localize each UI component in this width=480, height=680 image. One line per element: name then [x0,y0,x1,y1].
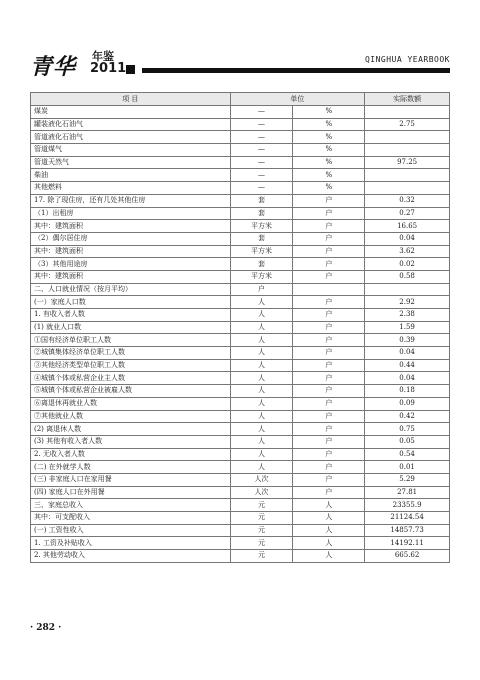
item-cell: 其中：建筑面积 [31,245,231,258]
unit-cell: 人 [230,309,293,322]
per-cell: 户 [293,207,365,220]
header-rule [142,68,450,73]
table-row [31,435,450,448]
unit-cell: 人 [230,410,293,423]
table-row [31,524,450,537]
unit-cell: 套 [230,258,293,271]
unit-cell: 元 [230,512,293,525]
table-row [31,296,450,309]
amount-cell: 0.09 [365,397,450,410]
per-cell: % [293,144,365,157]
table-row [31,372,450,385]
unit-cell: 人 [230,448,293,461]
amount-cell: 0.02 [365,258,450,271]
item-cell: (一）家庭人口数 [31,296,231,309]
item-cell: 其中：可支配收入 [31,512,231,525]
table-row [31,461,450,474]
table-row [31,220,450,233]
per-cell: 户 [293,397,365,410]
item-cell: 其中：建筑面积 [31,270,231,283]
table-row [31,397,450,410]
amount-cell: 2.75 [365,118,450,131]
amount-cell: 0.04 [365,232,450,245]
table-row [31,410,450,423]
amount-cell: 0.04 [365,372,450,385]
per-cell: 人 [293,537,365,550]
per-cell: 户 [293,309,365,322]
item-cell: （2）偶尔居住房 [31,232,231,245]
amount-cell: 0.75 [365,423,450,436]
unit-cell: — [230,144,293,157]
item-cell: (3) 其他有收入者人数 [31,435,231,448]
table-row [31,512,450,525]
unit-cell: 人 [230,397,293,410]
table-row [31,258,450,271]
amount-cell: 0.01 [365,461,450,474]
item-cell: 柴油 [31,169,231,182]
amount-cell: 14192.11 [365,537,450,550]
amount-cell [365,131,450,144]
item-cell: (1) 就业人口数 [31,321,231,334]
item-cell: 三、家庭总收入 [31,499,231,512]
item-cell: 17. 除了现住房，还有几处其他住房 [31,194,231,207]
table-row [31,309,450,322]
amount-cell: 1.59 [365,321,450,334]
amount-cell [365,144,450,157]
per-cell [293,283,365,296]
table-row [31,385,450,398]
table-row [31,283,450,296]
amount-cell [365,169,450,182]
per-cell: % [293,131,365,144]
per-cell: 户 [293,194,365,207]
per-cell: 户 [293,372,365,385]
item-cell: 管道天然气 [31,156,231,169]
item-cell: ③其他经济类型单位职工人数 [31,359,231,372]
amount-cell [365,182,450,195]
amount-cell: 0.42 [365,410,450,423]
item-cell: 其中：建筑面积 [31,220,231,233]
table-row [31,169,450,182]
amount-cell: 0.04 [365,347,450,360]
per-cell: 户 [293,296,365,309]
unit-cell: 人 [230,334,293,347]
item-cell: 2. 无收入者人数 [31,448,231,461]
unit-cell: 人 [230,461,293,474]
item-cell: （1）出租房 [31,207,231,220]
header-unit: 单位 [230,93,365,106]
per-cell: 人 [293,524,365,537]
table-row [31,194,450,207]
item-cell: (二) 在外就学人数 [31,461,231,474]
header-square-icon [126,65,135,74]
item-cell: (一) 工资性收入 [31,524,231,537]
table-row [31,106,450,119]
amount-cell: 2.38 [365,309,450,322]
amount-cell: 2.92 [365,296,450,309]
unit-cell: 平方米 [230,245,293,258]
per-cell: 户 [293,347,365,360]
amount-cell: 14857.73 [365,524,450,537]
table-row [31,359,450,372]
item-cell: 管道煤气 [31,144,231,157]
item-cell: ①国有经济单位职工人数 [31,334,231,347]
unit-cell: 元 [230,524,293,537]
per-cell: 户 [293,461,365,474]
unit-cell: 套 [230,207,293,220]
table-row [31,448,450,461]
item-cell: 2. 其他劳动收入 [31,550,231,563]
item-cell: ②城镇集体经济单位职工人数 [31,347,231,360]
per-cell: 户 [293,258,365,271]
statistics-table [30,92,450,563]
amount-cell: 0.18 [365,385,450,398]
item-cell: 二、人口就业情况（按月平均） [31,283,231,296]
unit-cell: 人 [230,296,293,309]
amount-cell: 0.58 [365,270,450,283]
per-cell: 人 [293,499,365,512]
amount-cell: 0.39 [365,334,450,347]
item-cell: (四) 家庭人口在外用餐 [31,486,231,499]
unit-cell: — [230,131,293,144]
table-row [31,537,450,550]
page-header [30,48,450,86]
per-cell: 户 [293,245,365,258]
unit-cell: 人 [230,423,293,436]
table-row [31,270,450,283]
unit-cell: 元 [230,499,293,512]
unit-cell: 人次 [230,486,293,499]
per-cell: 户 [293,448,365,461]
table-row [31,423,450,436]
per-cell: % [293,182,365,195]
unit-cell: 套 [230,194,293,207]
per-cell: 户 [293,359,365,372]
amount-cell [365,106,450,119]
unit-cell: 平方米 [230,220,293,233]
amount-cell: 0.05 [365,435,450,448]
per-cell: 户 [293,486,365,499]
unit-cell: 户 [230,283,293,296]
unit-cell: 人次 [230,473,293,486]
per-cell: 户 [293,385,365,398]
yearbook-logo-label: 年鉴 [92,50,114,63]
table-row [31,347,450,360]
table-row [31,182,450,195]
item-cell: （3）其他用途房 [31,258,231,271]
per-cell: 户 [293,423,365,436]
unit-cell: — [230,156,293,169]
amount-cell: 21124.54 [365,512,450,525]
unit-cell: 人 [230,372,293,385]
unit-cell: — [230,106,293,119]
item-cell: ④城镇个体或私营企业主人数 [31,372,231,385]
item-cell: ⑤城镇个体或私营企业被雇人数 [31,385,231,398]
unit-cell: 元 [230,537,293,550]
unit-cell: 元 [230,550,293,563]
amount-cell: 665.62 [365,550,450,563]
per-cell: 户 [293,321,365,334]
yearbook-logo: 青华 [30,54,77,80]
item-cell: 管道液化石油气 [31,131,231,144]
amount-cell [365,283,450,296]
unit-cell: — [230,182,293,195]
per-cell: 户 [293,473,365,486]
item-cell: ⑥离退休再就业人数 [31,397,231,410]
per-cell: % [293,156,365,169]
item-cell: ⑦其他就业人数 [31,410,231,423]
per-cell: 人 [293,512,365,525]
amount-cell: 3.62 [365,245,450,258]
amount-cell: 23355.9 [365,499,450,512]
unit-cell: 人 [230,347,293,360]
per-cell: % [293,118,365,131]
table-header-row [31,93,450,106]
item-cell: 其他燃料 [31,182,231,195]
table-row [31,144,450,157]
table-row [31,550,450,563]
unit-cell: 人 [230,359,293,372]
table-row [31,131,450,144]
table-row [31,118,450,131]
item-cell: 1. 工资及补贴收入 [31,537,231,550]
amount-cell: 97.25 [365,156,450,169]
unit-cell: 人 [230,321,293,334]
amount-cell: 5.29 [365,473,450,486]
per-cell: 户 [293,220,365,233]
per-cell: % [293,169,365,182]
amount-cell: 0.27 [365,207,450,220]
amount-cell: 16.65 [365,220,450,233]
per-cell: 户 [293,435,365,448]
item-cell: 1. 有收入者人数 [31,309,231,322]
table-row [31,207,450,220]
amount-cell: 0.54 [365,448,450,461]
per-cell: % [293,106,365,119]
item-cell: (三) 非家庭人口在家用餐 [31,473,231,486]
unit-cell: — [230,169,293,182]
per-cell: 户 [293,410,365,423]
per-cell: 户 [293,232,365,245]
table-row [31,334,450,347]
table-row [31,232,450,245]
item-cell: 罐装液化石油气 [31,118,231,131]
amount-cell: 0.32 [365,194,450,207]
header-latin-title: QINGHUA YEARBOOK [364,55,450,64]
yearbook-year: 2011 [90,61,127,76]
table-row [31,156,450,169]
table-row [31,321,450,334]
item-cell: 煤炭 [31,106,231,119]
item-cell: (2) 离退休人数 [31,423,231,436]
unit-cell: 平方米 [230,270,293,283]
table-row [31,499,450,512]
unit-cell: 人 [230,385,293,398]
header-amount: 实际数额 [365,93,450,106]
unit-cell: — [230,118,293,131]
per-cell: 户 [293,270,365,283]
header-item: 项 目 [31,93,231,106]
table-row [31,486,450,499]
amount-cell: 27.81 [365,486,450,499]
unit-cell: 套 [230,232,293,245]
per-cell: 人 [293,550,365,563]
table-row [31,473,450,486]
unit-cell: 人 [230,435,293,448]
table-row [31,245,450,258]
per-cell: 户 [293,334,365,347]
page-number: · 282 · [30,623,62,633]
amount-cell: 0.44 [365,359,450,372]
